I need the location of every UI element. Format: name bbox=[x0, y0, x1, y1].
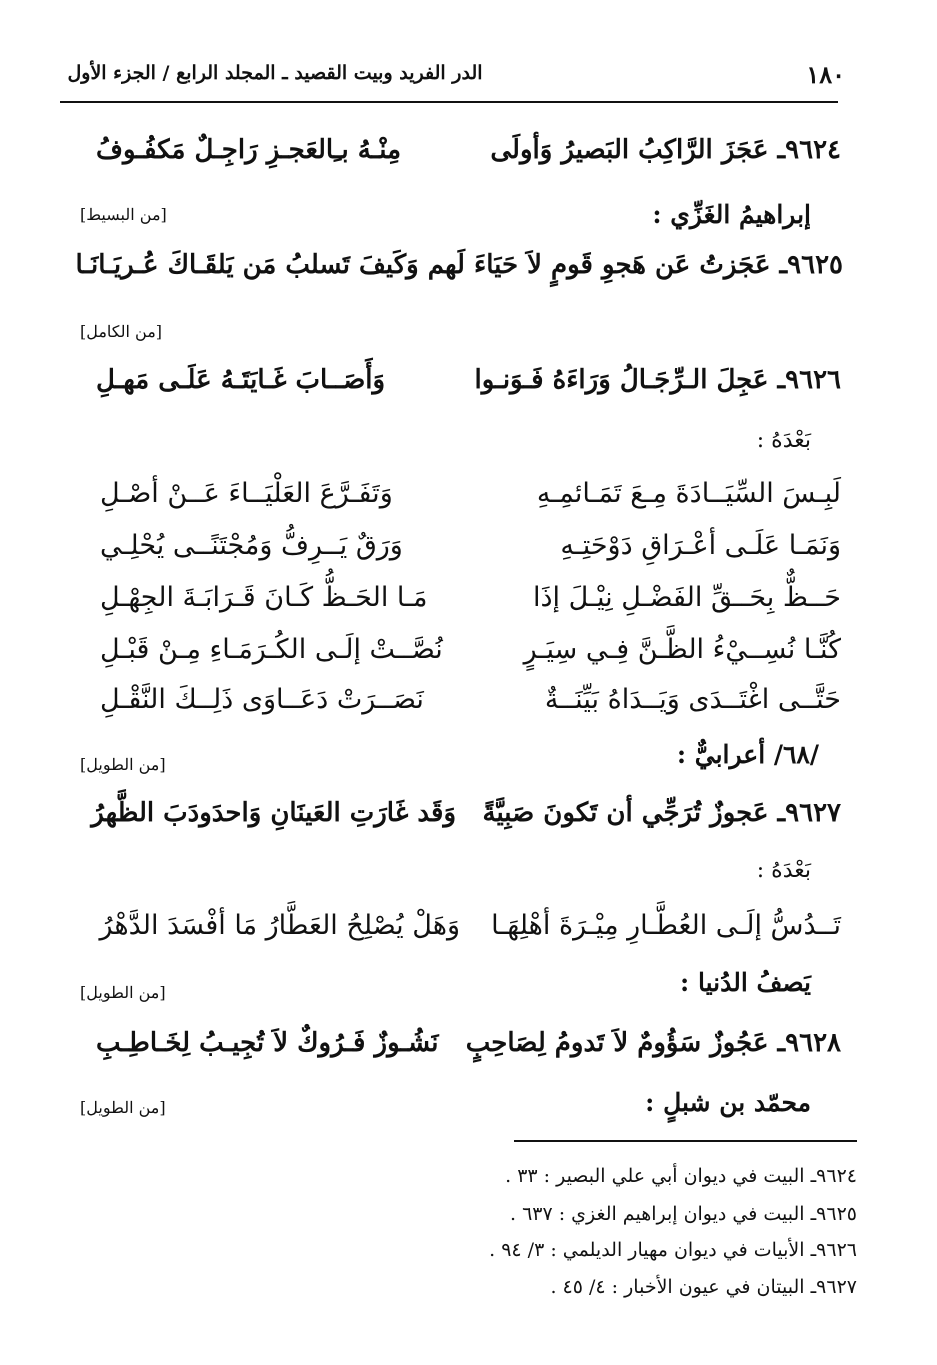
footnote: ٩٦٢٦ـ الأبيات في ديوان مهيار الديلمي : ٣/ ٩٤ . bbox=[489, 1239, 857, 1261]
verse-line-second-hemistich: نُصَّــتْ إلَـى الكُـرَمَـاءِ مِـنْ قَبْـلِ bbox=[100, 634, 443, 665]
verse-9624-second-hemistich: مِنْـهُ بـِالعَجـزِ رَاجِـلٌ مَكفُـوفُ bbox=[96, 135, 402, 165]
meter-label: [من الطويل] bbox=[80, 983, 166, 1002]
verse-line-first-hemistich: وَنَمَـا عَلَـى أعْـرَاقِ دَوْحَتِـهِ bbox=[560, 530, 841, 561]
verse-line-second-hemistich: نَصَــرَتْ دَعَــاوَى ذَلِــكَ النَّقْـلِ bbox=[100, 684, 424, 715]
verse-line-first-hemistich: حَــظٌّ بِحَــقِّ الفَضْـلِ نِيْـلَ إذَا bbox=[533, 582, 841, 613]
poet-attribution: إبراهيمُ الغَزِّي : bbox=[652, 200, 811, 229]
verse-9625: ٩٦٢٥ـ عَجَزتُ عَن هَجوِ قَومٍ لاَ حَيَاءَ لَهم وَكَيفَ تَسلبُ مَن يَلقَـاكَ عُـريَـانَـا bbox=[75, 250, 843, 280]
footnote: ٩٦٢٧ـ البيتان في عيون الأخبار : ٤/ ٤٥ . bbox=[550, 1276, 857, 1298]
verse-9627-first-hemistich: ٩٦٢٧ـ عَجوزٌ تُرَجِّي أن تَكونَ صَبِيَّةً bbox=[482, 798, 841, 828]
verse-line-first-hemistich: حَتَّــى اغْتَــدَى وَيَــدَاهُ بَيِّنَــةٌ bbox=[544, 684, 841, 715]
meter-label: [من الطويل] bbox=[80, 755, 166, 774]
page-number: ١٨٠ bbox=[806, 60, 845, 89]
continuation-label: بَعْدَهُ : bbox=[756, 858, 811, 883]
footnote: ٩٦٢٥ـ البيت في ديوان إبراهيم الغزي : ٦٣٧ . bbox=[509, 1203, 857, 1225]
verse-line-second-hemistich: وَهَلْ يُصْلِحُ العَطَّارُ مَا أفْسَدَ الدَّهْرُ bbox=[99, 910, 460, 941]
verse-9626-first-hemistich: ٩٦٢٦ـ عَجِلَ الـرِّجَـالُ وَرَاءَهُ فَـوَنـوا bbox=[474, 365, 841, 395]
header-rule bbox=[60, 101, 838, 103]
verse-line-second-hemistich: مَـا الحَـظُّ كَـانَ قَـرَابَـةَ الجِهْـلِ bbox=[100, 582, 428, 613]
verse-line-first-hemistich: تَــدُسُّ إلَـى العُطَّـارِ مِيْـرَةَ أهْلِهَـا bbox=[491, 910, 841, 941]
running-header: الدر الفريد وبيت القصيد ـ المجلد الرابع / الجزء الأول bbox=[67, 62, 483, 84]
poet-attribution: /٦٨/ أعرابيٌّ : bbox=[676, 740, 819, 769]
verse-9628-first-hemistich: ٩٦٢٨ـ عَجُوزٌ سَؤُومٌ لاَ تَدومُ لِصَاحِبٍ bbox=[465, 1028, 841, 1058]
footnote-rule bbox=[514, 1140, 857, 1142]
verse-line-second-hemistich: وَتَفَـرَّعَ العَلْيَــاءَ عَــنْ أصْـلِ bbox=[100, 478, 393, 509]
poet-attribution: محمّد بن شبلٍ : bbox=[645, 1088, 811, 1117]
continuation-label: بَعْدَهُ : bbox=[756, 428, 811, 453]
verse-9624-first-hemistich: ٩٦٢٤ـ عَجَزَ الرَّاكِبُ البَصيرُ وَأولَى bbox=[490, 135, 841, 165]
footnote: ٩٦٢٤ـ البيت في ديوان أبي علي البصير : ٣٣ . bbox=[505, 1165, 857, 1187]
verse-9627-second-hemistich: وَقَد غَارَتِ العَينَانِ وَاحدَودَبَ الظَّهرُ bbox=[91, 798, 456, 828]
verse-line-first-hemistich: كُنَّـا نُسِــيْءُ الظَّـنَّ فِـي سِيَـرٍ bbox=[523, 634, 841, 665]
verse-9628-second-hemistich: نَشُـوزٌ فَـرُوكٌ لاَ تُجِيـبُ لِخَـاطِـبِ bbox=[96, 1028, 439, 1058]
verse-line-first-hemistich: لَبِـسَ السِّيَــادَةَ مِـعَ تَمَـائمِـهِ bbox=[536, 478, 841, 509]
meter-label: [من الكامل] bbox=[80, 322, 163, 341]
verse-9626-second-hemistich: وَأَصَــابَ غَـايَتَـهُ عَلَـى مَهـلِ bbox=[96, 365, 386, 395]
meter-label: [من الطويل] bbox=[80, 1098, 166, 1117]
meter-label: [من البسيط] bbox=[80, 205, 167, 224]
poet-attribution: يَصفُ الدُنيا : bbox=[680, 968, 811, 997]
verse-line-second-hemistich: وَرَقٌ يَــرِفُّ وَمُجْتَنًــى يُحْلِـي bbox=[100, 530, 403, 561]
